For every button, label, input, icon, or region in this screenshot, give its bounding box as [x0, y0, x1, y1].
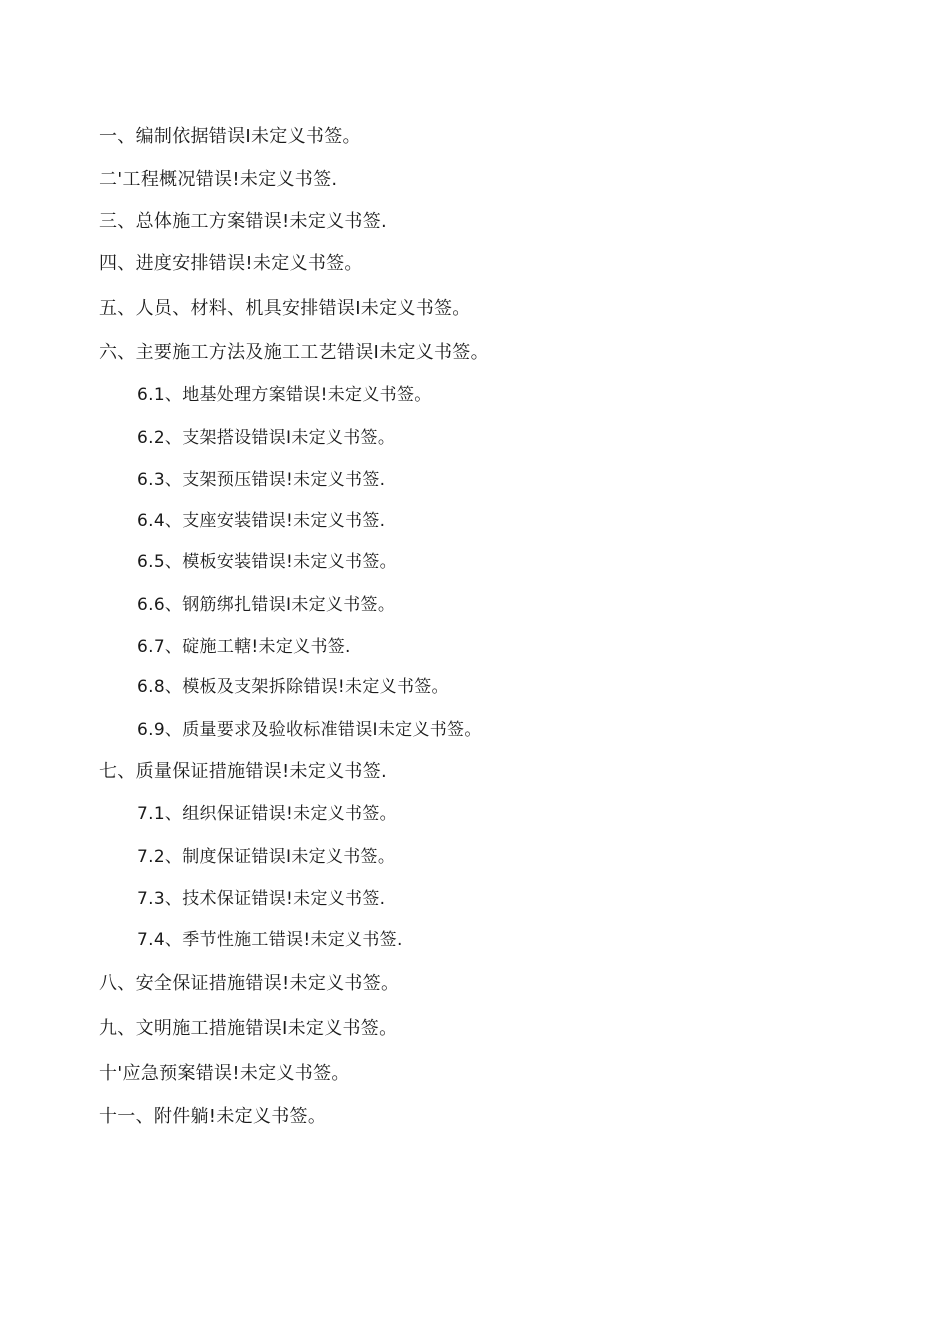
toc-entry-6-2[interactable]: 6.2、支架搭设错误I未定义书签。 — [137, 428, 396, 448]
toc-entry-7-1[interactable]: 7.1、组织保证错误!未定义书签。 — [137, 804, 397, 824]
toc-entry-5[interactable]: 五、人员、材料、机具安排错误I未定义书签。 — [99, 298, 471, 319]
toc-entry-3[interactable]: 三、总体施工方案错误!未定义书签. — [99, 211, 388, 232]
toc-entry-10[interactable]: 十'应急预案错误!未定义书签。 — [99, 1063, 350, 1084]
toc-entry-6-5[interactable]: 6.5、模板安装错误!未定义书签。 — [137, 552, 397, 572]
toc-entry-6[interactable]: 六、主要施工方法及施工工艺错误I未定义书签。 — [99, 342, 489, 363]
toc-entry-7-3[interactable]: 7.3、技术保证错误!未定义书签. — [137, 889, 386, 909]
toc-entry-7-2[interactable]: 7.2、制度保证错误I未定义书签。 — [137, 847, 396, 867]
toc-entry-1[interactable]: 一、编制依据错误I未定义书签。 — [99, 126, 361, 147]
toc-entry-6-4[interactable]: 6.4、支座安装错误!未定义书签. — [137, 511, 386, 531]
toc-entry-9[interactable]: 九、文明施工措施错误I未定义书签。 — [99, 1018, 398, 1039]
toc-entry-4[interactable]: 四、进度安排错误!未定义书签。 — [99, 253, 363, 274]
toc-entry-8[interactable]: 八、安全保证措施错误!未定义书签。 — [99, 973, 400, 994]
toc-entry-11[interactable]: 十一、附件躺!未定义书签。 — [99, 1106, 327, 1127]
toc-entry-6-6[interactable]: 6.6、钢筋绑扎错误I未定义书签。 — [137, 595, 396, 615]
toc-entry-6-9[interactable]: 6.9、质量要求及验收标准错误I未定义书签。 — [137, 720, 482, 740]
toc-entry-6-8[interactable]: 6.8、模板及支架拆除错误!未定义书签。 — [137, 677, 449, 697]
toc-entry-7-4[interactable]: 7.4、季节性施工错误!未定义书签. — [137, 930, 403, 950]
toc-entry-6-3[interactable]: 6.3、支架预压错误!未定义书签. — [137, 470, 386, 490]
toc-entry-7[interactable]: 七、质量保证措施错误!未定义书签. — [99, 761, 388, 782]
toc-entry-6-1[interactable]: 6.1、地基处理方案错误!未定义书签。 — [137, 385, 432, 405]
toc-entry-2[interactable]: 二'工程概况错误!未定义书签. — [99, 169, 338, 190]
toc-entry-6-7[interactable]: 6.7、碇施工轄!未定义书签. — [137, 637, 351, 657]
